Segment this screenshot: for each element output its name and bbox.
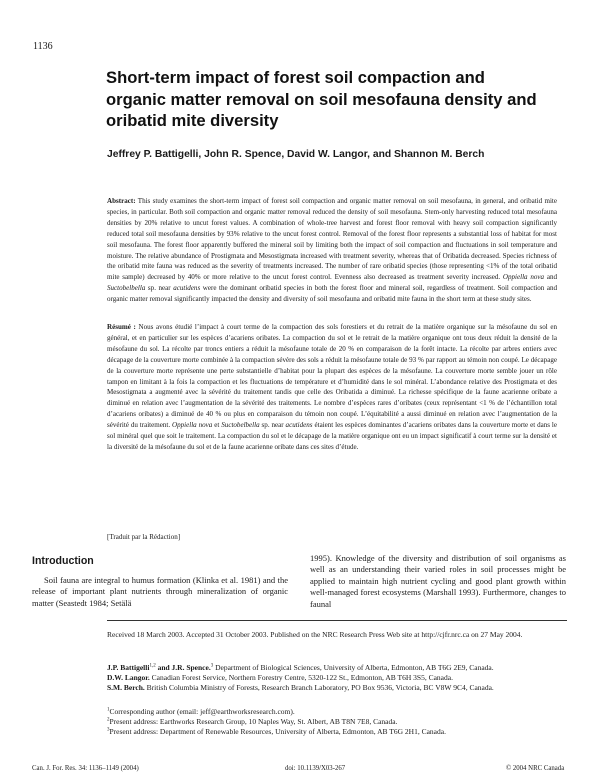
affiliations (107, 663, 567, 693)
affiliation-names: S.M. Berch. (107, 682, 145, 692)
species-name: Suctobelbella (107, 284, 146, 293)
affiliation-text: Canadian Forest Service, Northern Forestry Centre, 5320-122 St., Edmonton, AB T6H 3S5, Canada. (151, 672, 453, 682)
copyright: © 2004 NRC Canada (506, 765, 565, 772)
page-number: 1136 (33, 41, 53, 52)
affiliation-sup: 1,2 (149, 663, 156, 669)
footnote-text: Present address: Earthworks Research Group, 10 Naples Way, St. Albert, AB T8N 7E8, Canada. (109, 716, 398, 726)
species-name: acutidens (173, 284, 201, 293)
abstract-text-2: were the dominant oribatid species in both the forest floor and mineral soil, regardless of treatment. Soil compaction and organic matter removal significantly impacted the density and diversity of soil mesofauna and oribatid mite fauna in the short term at these study sites. (107, 284, 558, 304)
resume-sp-near: sp. near (261, 421, 284, 430)
footnote-marker: 3 (107, 727, 110, 733)
resume (107, 322, 557, 453)
resume-text-2: étaient les espèces dominantes d’acariens oribates dans la couverture morte et dans le sol minéral quel que soit le traitement. La compaction du sol et le décapage de la matière organique ont eu un impact significatif à court terme sur la densité et la diversité de la mésofaune du sol et de la faune acarienne oribate dans ces sites d’étude. (107, 421, 558, 451)
affiliation-sup: 3 (210, 663, 214, 669)
footnote (107, 717, 567, 727)
resume-text-1: Nous avons étudié l’impact à court terme de la compaction des sols forestiers et du retrait de la matière organique sur la mésofaune du sol en général, et en particulier sur les espèces d’acariens oribates. La compaction du sol et le retrait de la matière organique ont tous deux réduit la densité de la mésofaune du sol. La récolte par troncs entiers a réduit la mésofaune totale de 20 % en comparaison de la forêt intacte. La récolte par arbres entiers avec décapage de la couverture morte combinée à la compaction sévère des sols a réduit la mésofaune totale de 93 % par rapport au témoin non coupé. Le décapage de la couverture morte représente une perte substantielle d’habitat pour la plupart des espèces de la mésofaune. La couverture morte semble jouer un rôle tampon en limitant à la fois la compaction et les fluctuations de température et d’humidité dans le sol minéral. L’abondance relative des Prostigmata et des Mesostigmata a augmenté avec la sévérité du traitement tandis que celle des Oribatida a diminué. La richesse spécifique de la faune acarienne oribate a diminué en relation avec l’augmentation de la sévérité des traitements. Le nombre d’espèces rares d’oribates (ceux représentant <1 % de l’échantillon total d’acariens oribates) a diminué de 40 % ou plus en comparaison du témoin non coupé. L’équitabilité a aussi diminué en relation avec l’augmentation de la sévérité du traitement. (107, 323, 557, 430)
affiliation-entry (107, 673, 567, 683)
affiliation-conj: and (157, 663, 170, 672)
author-list: Jeffrey P. Battigelli, John R. Spence, David W. Langor, and Shannon M. Berch (107, 149, 485, 160)
abstract (107, 196, 557, 305)
journal-citation: Can. J. For. Res. 34: 1136–1149 (2004) (32, 765, 139, 772)
footnote-divider (107, 620, 567, 621)
intro-paragraph-left: Soil fauna are integral to humus formation (Klinka et al. 1981) and the release of important plant nutrients through mineralization of organic matter (Seastedt 1984; Setälä (32, 575, 288, 608)
footnotes (107, 707, 567, 737)
resume-conj: et (214, 421, 220, 430)
affiliation-text: Department of Biological Sciences, University of Alberta, Edmonton, AB T6G 2E9, Canada. (215, 663, 494, 672)
footnote (107, 707, 567, 717)
footnote-text: Corresponding author (email: jeff@earthworksresearch.com). (109, 707, 295, 716)
species-name: Oppiella nova (502, 273, 545, 282)
affiliation-text: British Columbia Ministry of Forests, Research Branch Laboratory, PO Box 9536, Victoria, BC V8W 9C4, Canada. (146, 682, 494, 692)
resume-label: Résumé : (107, 323, 136, 331)
affiliation-names: D.W. Langor. (107, 672, 150, 682)
article-title: Short-term impact of forest soil compaction and organic matter removal on soil mesofauna density and oribatid mite diversity (106, 68, 537, 130)
received-dates: Received 18 March 2003. Accepted 31 October 2003. Published on the NRC Research Press Web site at http://cjfr.nrc.ca on 27 May 2004. (107, 630, 523, 639)
species-name: Suctobelbella (221, 421, 260, 430)
section-heading-introduction: Introduction (32, 555, 94, 567)
footnote (107, 727, 567, 737)
affiliation-names: J.P. Battigelli (107, 663, 150, 672)
footnote-marker: 1 (107, 707, 110, 713)
abstract-label: Abstract: (107, 197, 136, 205)
affiliation-entry (107, 683, 567, 693)
intro-paragraph-right: 1995). Knowledge of the diversity and distribution of soil organisms as well as an understanding their varied roles in soil processes might be applied to maintain high nutrient cycling and good plant growth within well-managed forest ecosystems (Marshall 1993). Furthermore, changes to faunal (310, 553, 566, 609)
abstract-conj: and (546, 273, 558, 282)
affiliation-names: J.R. Spence. (171, 663, 211, 672)
species-name: Oppiella nova (172, 421, 213, 430)
affiliation-entry (107, 663, 567, 673)
footnote-marker: 2 (107, 717, 110, 723)
footnote-text: Present address: Department of Renewable Resources, University of Alberta, Edmonton, AB T6G 2H1, Canada. (109, 726, 446, 736)
abstract-text-1: This study examines the short-term impact of forest soil compaction and organic matter removal on soil mesofauna, in general, and oribatid mite species, in particular. Both soil compaction and organic matter removal reduced the density of soil mesofauna. Stem-only harvesting reduced total mesofauna densities by 20% relative to uncut forest values. A combination of whole-tree harvest and forest floor removal with heavy soil compaction significantly reduced total soil mesofauna densities by 93% relative to the uncut forest control. Removal of the forest floor represents a substantial loss of habitat for most soil mesofauna. The forest floor apparently buffered the mineral soil by limiting both the impact of soil compaction and fluctuations in soil temperature and moisture. The relative abundance of Prostigmata and Mesostigmata increased with treatment severity, whereas that of Oribatida decreased. Species richness of the oribatid mite fauna was reduced as the severity of treatments increased. The number of rare oribatid species (those representing <1% of the total oribatid mite sample) decreased by 40% or more relative to the uncut forest control. Evenness also decreased as treatment severity increased. (107, 197, 558, 282)
abstract-sp-near: sp. near (147, 284, 171, 293)
translation-note: [Traduit par la Rédaction] (107, 533, 181, 541)
doi: doi: 10.1139/X03-267 (285, 765, 346, 772)
species-name: acutidens (285, 421, 313, 430)
